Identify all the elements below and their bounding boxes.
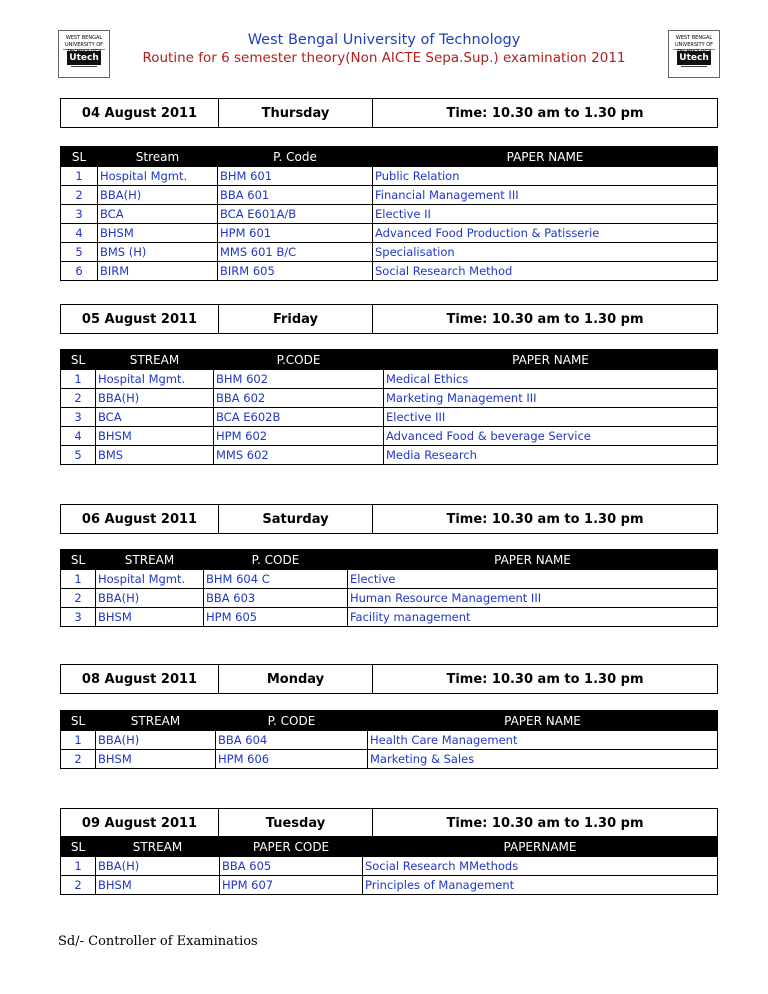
sl-cell: 1 [61, 857, 96, 876]
exam-weekday: Friday [219, 305, 373, 333]
table-row [61, 857, 718, 876]
paper-code-cell: BBA 601 [218, 186, 373, 205]
paper-name-cell: Medical Ethics [384, 370, 718, 389]
exam-date: 06 August 2011 [61, 505, 219, 533]
exam-weekday: Monday [219, 665, 373, 693]
table-header-row [61, 550, 718, 570]
table-header-row [61, 837, 718, 857]
sl-header: SL [61, 147, 98, 167]
stream-cell: BHSM [96, 608, 204, 627]
sl-cell: 2 [61, 876, 96, 895]
sl-cell: 3 [61, 408, 96, 427]
exam-date: 09 August 2011 [61, 809, 219, 837]
day-header-3 [60, 504, 718, 534]
sl-header: SL [61, 550, 96, 570]
sl-cell: 4 [61, 427, 96, 446]
stream-cell: BBA(H) [96, 731, 216, 750]
paper-code-cell: HPM 601 [218, 224, 373, 243]
stream-cell: BBA(H) [98, 186, 218, 205]
sl-header: SL [61, 837, 96, 857]
stream-cell: BBA(H) [96, 857, 220, 876]
sl-cell: 2 [61, 750, 96, 769]
table-header-row [61, 711, 718, 731]
stream-header: STREAM [96, 711, 216, 731]
table-row [61, 589, 718, 608]
stream-header: STREAM [96, 837, 220, 857]
logo-caption: WEST BENGAL UNIVERSITY OF [674, 35, 714, 48]
schedule-table-1 [60, 146, 718, 281]
paper-name-cell: Specialisation [373, 243, 718, 262]
paper-code-cell: BCA E601A/B [218, 205, 373, 224]
exam-time: Time: 10.30 am to 1.30 pm [446, 311, 644, 327]
sl-cell: 3 [61, 608, 96, 627]
paper-code-cell: BBA 604 [216, 731, 368, 750]
table-row [61, 224, 718, 243]
paper-name-cell: Public Relation [373, 167, 718, 186]
schedule-table-3 [60, 549, 718, 627]
paper-code-cell: MMS 601 B/C [218, 243, 373, 262]
paper-code-cell: MMS 602 [214, 446, 384, 465]
stream-cell: BHSM [96, 876, 220, 895]
sl-cell: 1 [61, 167, 98, 186]
schedule-table-5 [60, 836, 718, 895]
paper-name-cell: Marketing & Sales [368, 750, 718, 769]
table-header-row [61, 350, 718, 370]
paper-code-cell: BBA 602 [214, 389, 384, 408]
table-row [61, 167, 718, 186]
table-row [61, 446, 718, 465]
exam-weekday: Thursday [219, 99, 373, 127]
stream-header: STREAM [96, 350, 214, 370]
paper-code-cell: BIRM 605 [218, 262, 373, 281]
table-row [61, 205, 718, 224]
schedule-table-2 [60, 349, 718, 465]
university-title: West Bengal University of Technology [247, 32, 521, 48]
stream-cell: BHSM [96, 427, 214, 446]
stream-header: STREAM [96, 550, 204, 570]
paper-name-cell: Social Research MMethods [363, 857, 718, 876]
paper-code-cell: BHM 601 [218, 167, 373, 186]
paper-code-cell: HPM 606 [216, 750, 368, 769]
day-header-2 [60, 304, 718, 334]
exam-time: Time: 10.30 am to 1.30 pm [446, 815, 644, 831]
table-header-row [61, 147, 718, 167]
table-row [61, 186, 718, 205]
paper-name-cell: Human Resource Management III [348, 589, 718, 608]
day-header-1 [60, 98, 718, 128]
paper-name-cell: Advanced Food & beverage Service [384, 427, 718, 446]
sl-header: SL [61, 350, 96, 370]
paper-name-header: PAPERNAME [363, 837, 718, 857]
table-row [61, 262, 718, 281]
exam-date: 05 August 2011 [61, 305, 219, 333]
exam-weekday: Tuesday [219, 809, 373, 837]
paper-name-cell: Marketing Management III [384, 389, 718, 408]
table-row [61, 427, 718, 446]
paper-code-header: P. CODE [216, 711, 368, 731]
logo-text: Utech [67, 51, 101, 65]
day-header-5 [60, 808, 718, 838]
day-header-4 [60, 664, 718, 694]
routine-subtitle: Routine for 6 semester theory(Non AICTE Sepa.Sup.) examination 2011 [142, 50, 626, 66]
paper-code-cell: BHM 604 C [204, 570, 348, 589]
exam-weekday: Saturday [219, 505, 373, 533]
sl-cell: 1 [61, 731, 96, 750]
exam-time: Time: 10.30 am to 1.30 pm [446, 511, 644, 527]
paper-code-cell: HPM 607 [220, 876, 363, 895]
paper-name-cell: Elective II [373, 205, 718, 224]
stream-cell: Hospital Mgmt. [96, 370, 214, 389]
stream-cell: BCA [98, 205, 218, 224]
stream-cell: BBA(H) [96, 589, 204, 608]
paper-name-header: PAPER NAME [368, 711, 718, 731]
exam-date: 08 August 2011 [61, 665, 219, 693]
stream-cell: BHSM [96, 750, 216, 769]
stream-cell: BMS (H) [98, 243, 218, 262]
paper-name-cell: Media Research [384, 446, 718, 465]
exam-time: Time: 10.30 am to 1.30 pm [446, 671, 644, 687]
paper-name-header: PAPER NAME [348, 550, 718, 570]
paper-name-cell: Financial Management III [373, 186, 718, 205]
stream-cell: Hospital Mgmt. [96, 570, 204, 589]
paper-name-cell: Social Research Method [373, 262, 718, 281]
table-row [61, 570, 718, 589]
paper-code-cell: HPM 602 [214, 427, 384, 446]
footer-signature: Sd/- Controller of Examinatios [58, 934, 258, 949]
paper-name-cell: Principles of Management [363, 876, 718, 895]
table-row [61, 408, 718, 427]
paper-code-cell: BBA 605 [220, 857, 363, 876]
paper-name-cell: Elective III [384, 408, 718, 427]
paper-code-header: P. Code [218, 147, 373, 167]
sl-cell: 2 [61, 186, 98, 205]
paper-code-header: P. CODE [204, 550, 348, 570]
logo-caption: WEST BENGAL UNIVERSITY OF [64, 35, 104, 48]
sl-cell: 5 [61, 446, 96, 465]
table-row [61, 389, 718, 408]
paper-name-header: PAPER NAME [373, 147, 718, 167]
table-row [61, 876, 718, 895]
schedule-table-4 [60, 710, 718, 769]
paper-code-header: PAPER CODE [220, 837, 363, 857]
sl-cell: 3 [61, 205, 98, 224]
paper-name-cell: Facility management [348, 608, 718, 627]
stream-cell: BHSM [98, 224, 218, 243]
stream-cell: BMS [96, 446, 214, 465]
sl-cell: 2 [61, 589, 96, 608]
table-row [61, 243, 718, 262]
sl-cell: 5 [61, 243, 98, 262]
paper-code-cell: BHM 602 [214, 370, 384, 389]
logo-text: Utech [677, 51, 711, 65]
exam-time: Time: 10.30 am to 1.30 pm [446, 105, 644, 121]
stream-cell: BBA(H) [96, 389, 214, 408]
sl-cell: 2 [61, 389, 96, 408]
paper-code-cell: HPM 605 [204, 608, 348, 627]
exam-date: 04 August 2011 [61, 99, 219, 127]
sl-cell: 1 [61, 370, 96, 389]
sl-cell: 6 [61, 262, 98, 281]
sl-cell: 4 [61, 224, 98, 243]
paper-name-cell: Health Care Management [368, 731, 718, 750]
stream-cell: Hospital Mgmt. [98, 167, 218, 186]
paper-code-cell: BBA 603 [204, 589, 348, 608]
paper-name-cell: Elective [348, 570, 718, 589]
paper-code-header: P.CODE [214, 350, 384, 370]
paper-code-cell: BCA E602B [214, 408, 384, 427]
table-row [61, 750, 718, 769]
stream-header: Stream [98, 147, 218, 167]
sl-cell: 1 [61, 570, 96, 589]
table-row [61, 370, 718, 389]
table-row [61, 731, 718, 750]
paper-name-cell: Advanced Food Production & Patisserie [373, 224, 718, 243]
table-row [61, 608, 718, 627]
paper-name-header: PAPER NAME [384, 350, 718, 370]
sl-header: SL [61, 711, 96, 731]
stream-cell: BIRM [98, 262, 218, 281]
stream-cell: BCA [96, 408, 214, 427]
